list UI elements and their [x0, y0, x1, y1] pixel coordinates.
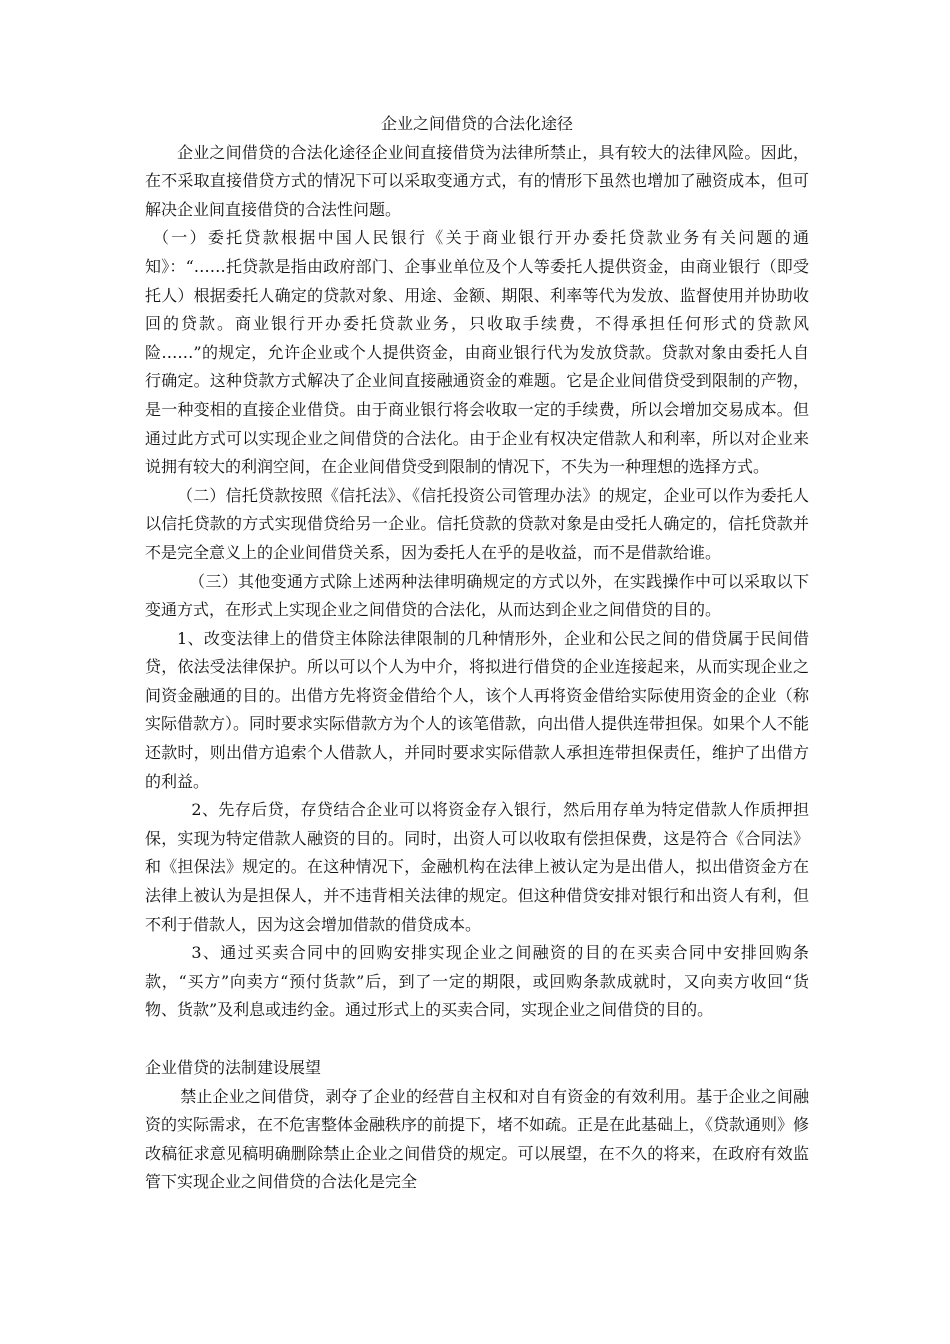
method-1-paragraph: 1、改变法律上的借贷主体除法律限制的几种情形外，企业和公民之间的借贷属于民间借贷，依法受法律保护。所以可以个人为中介，将拟进行借贷的企业连接起来，从而实现企业之间资金融通的目的。出借方先将资金借给个人，该个人再将资金借给实际使用资金的企业（称实际借款方）。同时要求实际借款方为个人的该笔借款，向出借人提供连带担保。如果个人不能还款时，则出借方追索个人借款人，并同时要求实际借款人承担连带担保责任，维护了出借方的利益。	[145, 628, 810, 791]
intro-paragraph: 企业之间借贷的合法化途径企业间直接借贷为法律所禁止，具有较大的法律风险。因此，在不采取直接借贷方式的情况下可以采取变通方式，有的情形下虽然也增加了融资成本，但可解决企业间直接借贷的合法性问题。	[145, 142, 809, 219]
trust-loan-paragraph: （二）信托贷款按照《信托法》、《信托投资公司管理办法》的规定，企业可以作为委托人以信托贷款的方式实现借贷给另一企业。信托贷款的贷款对象是由受托人确定的，信托贷款并不是完全意义上的企业间借贷关系，因为委托人在乎的是收益，而不是借款给谁。	[145, 485, 809, 562]
other-methods-paragraph: （三）其他变通方式除上述两种法律明确规定的方式以外，在实践操作中可以采取以下变通方式，在形式上实现企业之间借贷的合法化，从而达到企业之间借贷的目的。	[145, 571, 809, 620]
document-page	[145, 110, 809, 1197]
entrusted-loan-paragraph: （一）委托贷款根据中国人民银行《关于商业银行开办委托贷款业务有关问题的通知》：“……托贷款是指由政府部门、企事业单位及个人等委托人提供资金，由商业银行（即受托人）根据委托人确定的贷款对象、用途、金额、期限、利率等代为发放、监督使用并协助收回的贷款。商业银行开办委托贷款业务，只收取手续费，不得承担任何形式的贷款风险……”的规定，允许企业或个人提供资金，由商业银行代为发放贷款。贷款对象由委托人自行确定。这种贷款方式解决了企业间直接融通资金的难题。它是企业间借贷受到限制的产物，是一种变相的直接企业借贷。由于商业银行将会收取一定的手续费，所以会增加交易成本。但通过此方式可以实现企业之间借贷的合法化。由于企业有权决定借款人和利率，所以对企业来说拥有较大的利润空间，在企业间借贷受到限制的情况下，不失为一种理想的选择方式。	[145, 228, 809, 477]
outlook-paragraph: 禁止企业之间借贷，剥夺了企业的经营自主权和对自有资金的有效利用。基于企业之间融资的实际需求，在不危害整体金融秩序的前提下，堵不如疏。正是在此基础上，《贷款通则》修改稿征求意见稿明确删除禁止企业之间借贷的规定。可以展望，在不久的将来，在政府有效监管下实现企业之间借贷的合法化是完全	[145, 1086, 810, 1192]
method-3-paragraph: 3、通过买卖合同中的回购安排实现企业之间融资的目的在买卖合同中安排回购条款，“买方”向卖方“预付货款”后，到了一定的期限，或回购条款成就时，又向卖方收回“货物、货款”及利息或违约金。通过形式上的买卖合同，实现企业之间借贷的目的。	[145, 943, 809, 1020]
section-heading: 企业借贷的法制建设展望	[145, 1058, 322, 1077]
method-2-paragraph: 2、先存后贷，存贷结合企业可以将资金存入银行，然后用存单为特定借款人作质押担保，实现为特定借款人融资的目的。同时，出资人可以收取有偿担保费，这是符合《合同法》和《担保法》规定的。在这种情况下，金融机构在法律上被认定为是出借人，拟出借资金方在法律上被认为是担保人，并不违背相关法律的规定。但这种借贷安排对银行和出资人有利，但不利于借款人，因为这会增加借款的借贷成本。	[145, 800, 809, 934]
document-title: 企业之间借贷的合法化途径	[380, 114, 573, 133]
